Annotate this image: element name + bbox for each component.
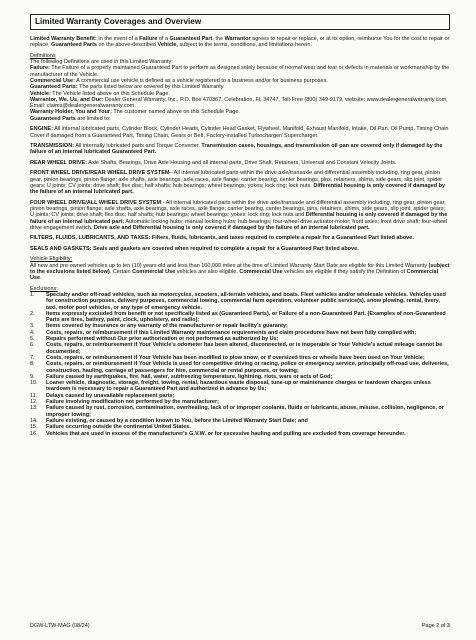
definition-item: Guaranteed Parts: The parts listed below are covered by this Limited Warranty. — [30, 84, 225, 91]
definitions-section — [30, 53, 450, 122]
definition-item: Warranty Holder, You and Your: The customer named above on this Schedule Page. — [30, 109, 240, 116]
definition-item: Vehicle: The Vehicle listed above on this Schedule Page. — [30, 90, 170, 97]
coverage-seals-gaskets: SEALS AND GASKETS: Seals and gaskets are covered when required to complete a repair for a Guaranteed Part listed above. — [30, 245, 359, 252]
eligibility-section — [30, 256, 450, 281]
exclusions-list — [30, 292, 450, 437]
coverage-engine: ENGINE: All internal lubricated parts, Cylinder Block, Cylinder Heads, Cylinder Head Gasket, Flywheel, Manifold, Exhaust Manifold, Intake, Oil Pan, Oil Pump, Timing Chain Cover if damaged from a Guaranteed Part, Timing Chain, Gears or Belt, Factory-installed Turbocharger/ Supercharger. — [30, 126, 449, 139]
definition-item: Failure: The Failure of a properly maintained Guaranteed Part to perform as designed solely because of normal wear and tear or defects in materials or workmanship by the manufacturer of the Vehicle. — [30, 65, 450, 78]
definitions-intro: The following Definitions are used in this Limited Warranty: — [30, 59, 173, 66]
page-number: Page 2 of 3 — [421, 623, 450, 629]
definition-item: Guaranteed Parts are limited to: — [30, 115, 111, 122]
list-item: 12. Failure involving modification not performed by the manufacturer; — [30, 399, 219, 406]
coverage-rear-wheel-drive: REAR WHEEL DRIVE: Axle Shafts, Bearings, Drive Axle Housing and all internal parts, Drive Shaft, Retainers, Universal and Constant Velocity Joints. — [30, 159, 397, 166]
page-title: Limited Warranty Coverages and Overview — [30, 14, 450, 30]
list-item: 13. Failure caused by rust, corrosion, contamination, overheating, lack of or improper coolants, fluids or lubricants, abuse, misuse, collision, negligence, or improper towing; — [30, 405, 444, 418]
limited-warranty-benefit: Limited Warranty Benefit: In the event of a Failure of a Guaranteed Part, the Warrantor agrees to repair or replace, or at its option, reimburse You for the cost to repair or replace, Guaranteed Parts on the above-described Vehicle, subject to the terms, conditions, and limitations herein. — [30, 36, 450, 49]
exclusions-heading: Exclusions: — [30, 285, 58, 292]
page-footer — [30, 623, 450, 629]
list-item: 7. Costs, repairs, or reimbursement if Your Vehicle has been modified to plow snow, or if oversized tires or wheels have been used on Your Vehicle; — [30, 354, 425, 361]
list-item: 2. Items expressly excluded from benefit or not specifically listed as (Guaranteed Parts), or Failure of a non-Guaranteed Part. (Examples of non-Guaranteed Parts are tires, battery, paint, clock, upholstery, and radio); — [30, 310, 446, 324]
list-item: 5. Repairs performed without Our prior authorization or not performed as authorized by Us; — [30, 336, 279, 343]
warranty-document — [30, 14, 450, 437]
list-item: 11. Delays caused by unavailable replacement parts; — [30, 392, 175, 399]
list-item: 16. Vehicles that are used in excess of the manufacturer's G.V.W. or for excessive hauling and pulling are excluded from coverage hereunder. — [30, 430, 406, 437]
list-item: 4. Costs, repairs, or reimbursement if this Limited Warranty maintenance requirements and claim procedures have not been fully complied with; — [30, 329, 417, 336]
list-item: 8. Costs, repairs, or reimbursement if Your Vehicle is used for competitive driving or racing, police or emergency service, principally off-road use, deliveries, construction, hauling, carriage of passengers for hire, commercial or rental purposes, or towing; — [30, 361, 449, 374]
exclusions-section — [30, 286, 450, 437]
definition-item: Commercial Use: A commercial use vehicle is defined as a vehicle registered to a business and/or for business purposes. — [30, 77, 328, 84]
definition-item: Warrantor, We, Us, and Our: Dealer General Warranty, Inc., P.O. Box 470367, Celebration, FL 34747, Toll-Free (800) 349-9179, website: www.dealergeneralwarranty.com, Email: claims@dealergeneralwarranty.com. — [30, 96, 448, 110]
list-item: 6. Costs, repairs, or reimbursement if Your Vehicle's odometer has been altered, disconnected, or is inoperable or Your Vehicle's actual mileage cannot be documented; — [30, 342, 443, 355]
eligibility-text: All new and pre-owned vehicles up to ten (10) years old and less than 100,000 miles at the time of Limited Warranty Start Date are eligible for this Limited Warranty (subject to the exclusions listed below). Certain Commercial Use vehicles are also eligible. Commercial Use vehicles are eligible if they satisfy the Definition of Commercial Use. — [30, 262, 450, 282]
coverage-front-wheel-drive: FRONT WHEEL DRIVE/REAR WHEEL DRIVE SYSTEM– All internal lubricated parts within the drive axle/transaxle and differential assembly including, ring gear, pinion gear, pinion bearings, pinion flange; axle shafts, axle bearings, axle races, axle flange; carrier bearing, center bearings, pins, retainers, shims, side gears, slip joint, spider gears; U joints; CV joints; drive shaft; flex disc; half shafts; hub bearings; wheel bearings; yokes; lock ring; lock nuts. Differential housing is only covered if damaged by the failure of an internal lubricated part. — [30, 170, 446, 196]
eligibility-heading: Vehicle Eligibility: — [30, 256, 73, 263]
coverage-four-wheel-drive: FOUR WHEEL DRIVE/ALL WHEEL DRIVE SYSTEM - All internal lubricated parts within the drive axle/transaxle and differential assembly including, ring gear, pinion gear, pinion bearings, pinion flange; axle shafts, axle bearings, axle races, axle flange; carrier bearing, center bearings, pins, retainers, shims, side gears, slip joint, spider gears; U joints; CV joints; drive shaft; flex disc; half shafts; hub bearings; wheel bearings; yokes; lock ring; lock nuts and Differential housing is only covered if damaged by the failure of an internal lubricated part; Automatic locking hubs; manual locking hubs; hub bearings; four-wheel drive actuator motor; front axles; front drive shaft; four-wheel drive engagement switch. Drive axle and Differential housing is only covered if damaged by the failure of an internal lubricated part. — [30, 199, 448, 231]
coverage-transmission: TRANSMISSION: All internally lubricated parts and Torque Converter. Transmission cases, housings, and transmission oil pan are covered only if damaged by the failure of an internal lubricated Guaranteed Part. — [30, 143, 443, 156]
coverage-filters-fluids: FILTERS, FLUIDS, LUBRICANTS, AND TAXES: Filters, fluids, lubricants, and taxes required to complete a repair for a Guaranteed Part listed above. — [30, 235, 414, 242]
list-item: 10. Loaner vehicle, diagnostic, storage, freight, towing, rental, hazardous waste disposal, tune-up or maintenance charges or teardown charges unless teardown is necessary to repair a Guaranteed Part and authorized in advance by Us; — [30, 380, 431, 393]
list-item: 9. Failure caused by earthquakes, fire, hail, water, subfreezing temperature, lightning, riots, wars or acts of God; — [30, 373, 333, 380]
definitions-heading: Definitions — [30, 52, 56, 59]
list-item: 15. Failure occurring outside the continental United States. — [30, 424, 191, 431]
list-item: 14. Failure existing, or caused by a condition known to You, before the Limited Warranty Start Date; and — [30, 417, 308, 424]
list-item: 1. Specialty and/or off-road vehicles, such as motorcycles, scooters, all-terrain vehicles, and boats. Fleet vehicles and/or wholesale vehicles. Vehicles used for construction purposes, delivery purposes, commercial towing, commercial farm operation, volunteer public service(s), snow plowing, rental, livery, taxi, motor pool vehicles, or any type of emergency vehicle. — [30, 291, 446, 311]
list-item: 3. Items covered by insurance or any warranty of the manufacturer or repair facility's guaranty; — [30, 323, 288, 330]
form-id: DGW-LTW-MAG (08/24) — [30, 623, 90, 629]
